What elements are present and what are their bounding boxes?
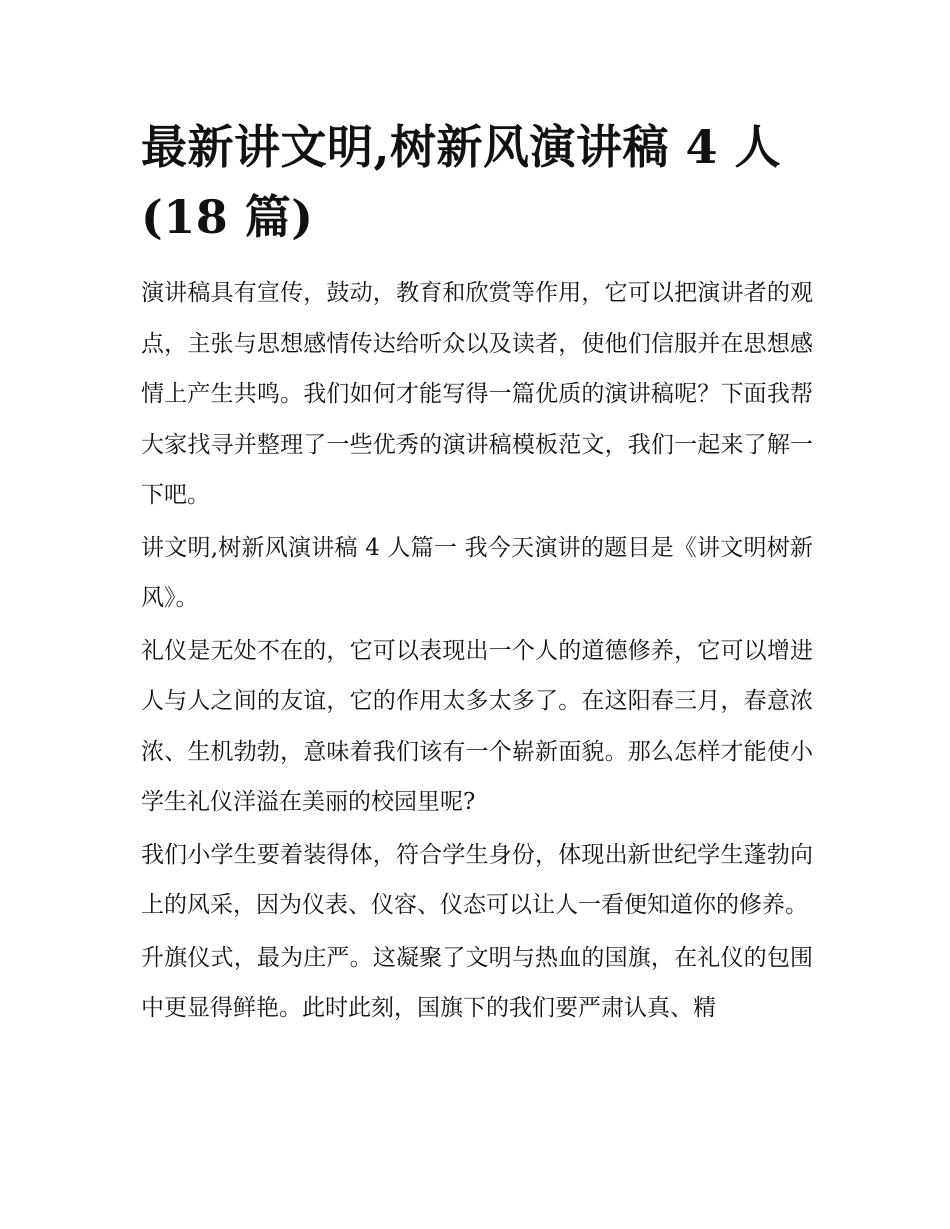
- document-page: [141, 112, 813, 1036]
- paragraph-flag-ceremony: 升旗仪式，最为庄严。这凝聚了文明与热血的国旗，在礼仪的包围中更显得鲜艳。此时此刻，国旗下的我们要严肃认真、精: [141, 944, 813, 1021]
- document-title: 最新讲文明,树新风演讲稿 4 人(18 篇): [141, 120, 782, 244]
- paragraph-attire: 我们小学生要着装得体，符合学生身份，体现出新世纪学生蓬勃向上的风采，因为仪表、仪容、仪态可以让人一看便知道你的修养。: [141, 841, 813, 918]
- paragraph-etiquette: 礼仪是无处不在的，它可以表现出一个人的道德修养，它可以增进人与人之间的友谊，它的作用太多太多了。在这阳春三月，春意浓浓、生机勃勃，意味着我们该有一个崭新面貌。那么怎样才能使小学生礼仪洋溢在美丽的校园里呢?: [141, 637, 813, 815]
- paragraph-intro: 演讲稿具有宣传，鼓动，教育和欣赏等作用，它可以把演讲者的观点，主张与思想感情传达给听众以及读者，使他们信服并在思想感情上产生共鸣。我们如何才能写得一篇优质的演讲稿呢？下面我帮大家找寻并整理了一些优秀的演讲稿模板范文，我们一起来了解一下吧。: [141, 280, 813, 508]
- paragraph-speech-topic: 讲文明,树新风演讲稿 4 人篇一 我今天演讲的题目是《讲文明树新风》。: [141, 534, 813, 611]
